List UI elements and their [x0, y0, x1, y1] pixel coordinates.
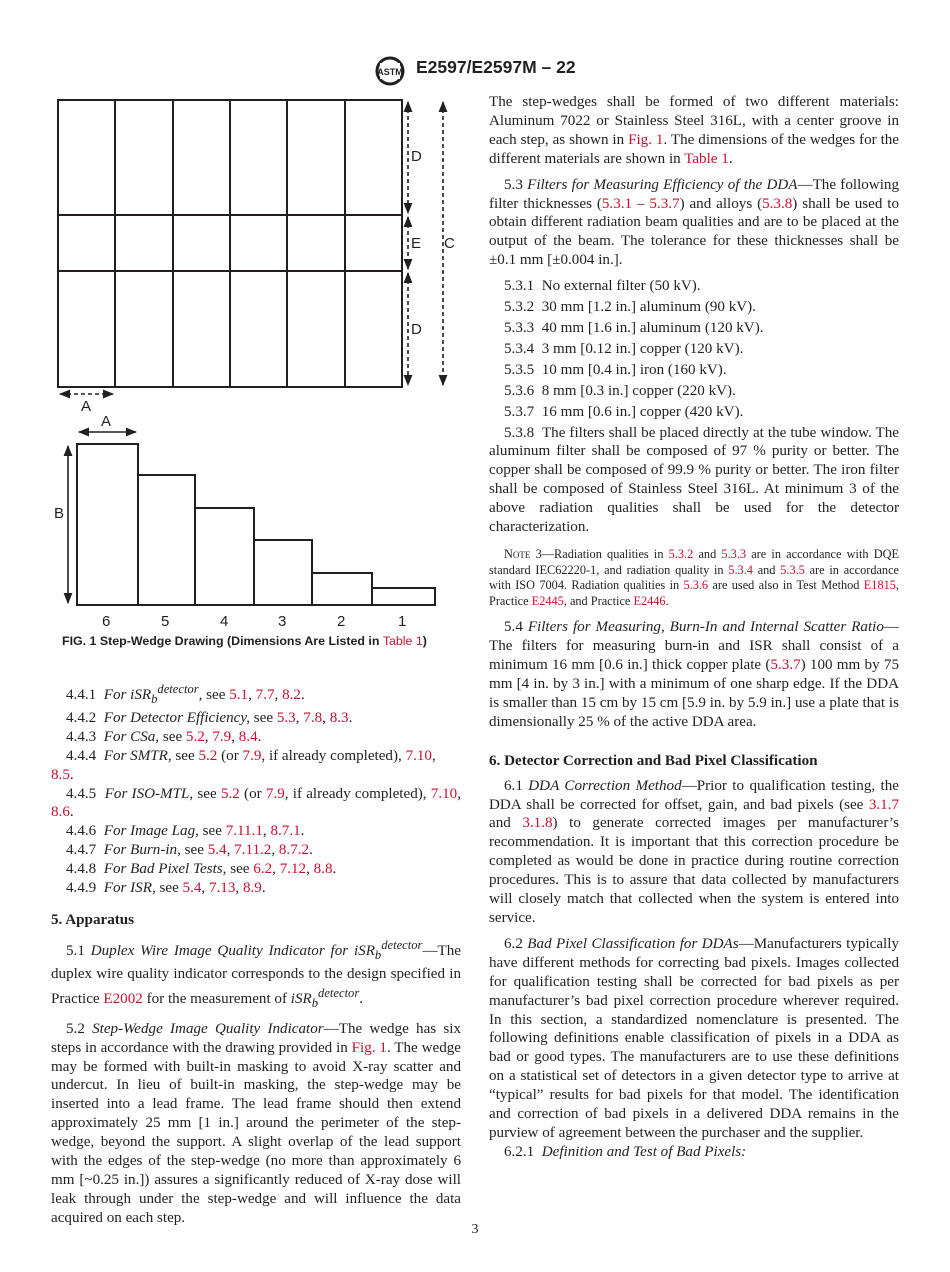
astm-logo-text: ASTM — [377, 67, 403, 77]
clause-4-4-4: 4.4.4 For SMTR, see 5.2 (or 7.9, if already completed), 7.10, 8.5. — [51, 747, 436, 783]
step-label: 4 — [220, 613, 229, 630]
ref-link[interactable]: 7.10 — [405, 747, 432, 764]
filter-list-item: 5.3.3 40 mm [1.6 in.] aluminum (120 kV). — [504, 319, 764, 336]
clause-4-4-8: 4.4.8 For Bad Pixel Tests, see 6.2, 7.12, 8.8. — [66, 861, 337, 878]
filter-list-item: 5.3.2 30 mm [1.2 in.] aluminum (90 kV). — [504, 299, 756, 316]
ref-link[interactable]: 8.8 — [313, 861, 333, 878]
side-view-steps — [77, 444, 435, 605]
label-d-top: D — [411, 148, 422, 165]
ref-link[interactable]: Table 1 — [684, 150, 729, 167]
ref-link[interactable]: 8.2 — [282, 687, 301, 704]
clause-6-1: 6.1 DDA Correction Method—Prior to qualification testing, the DDA shall be corrected for offset, gain, and bad pixels (see 3.1.7 and 3.1.8) to generate corrected images per manufacturer’s recommendation. It is important that this correction procedure be completed as would be done in practice during routine correction procedures. This is to assure that data collected by manufacturers will closely match that collected when the system is entered into service. — [489, 777, 899, 926]
step-label: 6 — [102, 613, 111, 630]
label-d-bottom: D — [411, 321, 422, 338]
filter-list-item: 5.3.5 10 mm [0.4 in.] iron (160 kV). — [504, 361, 727, 378]
clause-5-2-continued: The step-wedges shall be formed of two different materials: Aluminum 7022 or Stainless Steel 316L, with a center groove in each step, as shown in Fig. 1. The dimensions of the wedges for the different materials are shown in Table 1. — [489, 94, 900, 167]
ref-link[interactable]: 7.9 — [242, 747, 262, 764]
ref-link[interactable]: 5.4 — [182, 880, 202, 897]
filter-list-item: 5.3.1 No external filter (50 kV). — [504, 278, 701, 295]
top-view-grid — [58, 100, 402, 387]
ref-link[interactable]: 5.3 — [276, 709, 296, 726]
ref-link[interactable]: 8.3 — [329, 709, 349, 726]
figure-caption: FIG. 1 Step-Wedge Drawing (Dimensions Are Listed in Table 1) — [62, 634, 427, 648]
label-b: B — [54, 505, 65, 522]
clause-4-4-2: 4.4.2 For Detector Efficiency, see 5.3, 7.8, 8.3. — [66, 709, 353, 726]
section-heading-5: 5. Apparatus — [51, 912, 135, 929]
ref-link[interactable]: 5.3.1 — [601, 195, 633, 212]
clause-4-4-6: 4.4.6 For Image Lag, see 7.11.1, 8.7.1. — [66, 823, 305, 840]
ref-link[interactable]: Fig. 1 — [628, 131, 664, 148]
label-a-bottom: A — [101, 413, 112, 430]
ref-link[interactable]: 3.1.7 — [868, 796, 899, 813]
clause-5-1: 5.1 Duplex Wire Image Quality Indicator for iSR$_b^{detector}$—The duplex wire quality indicator corresponds to the design specified in Practice E2002 for the measurement of iSR$_b^{detector}$. — [51, 937, 461, 1010]
ref-link[interactable]: 5.3.2 — [668, 546, 694, 561]
ref-link[interactable]: 8.9 — [242, 880, 262, 897]
step-label: 1 — [398, 613, 407, 630]
ref-link[interactable]: 5.3.4 — [728, 562, 753, 577]
ref-link[interactable]: E2445 — [531, 593, 564, 608]
page-header — [0, 54, 950, 88]
step-label: 2 — [337, 613, 346, 630]
note-3: Note 3—Radiation qualities in 5.3.2 and 5.3.3 are in accordance with DQE standard IEC62220-1, and radiation quality in 5.3.4 and 5.3.5 are in accordance with ISO 7004. Radiation qualities in 5.3.6 are used also in Test Method E1815, Practice E2445, and Practice E2446. — [489, 546, 899, 608]
ref-link[interactable]: 5.3.7 — [649, 195, 680, 212]
clause-4-4-7: 4.4.7 For Burn-in, see 5.4, 7.11.2, 8.7.2. — [66, 842, 313, 859]
ref-link[interactable]: 7.7 — [255, 687, 275, 704]
right-column — [489, 93, 899, 1162]
ref-link[interactable]: 8.6 — [51, 804, 70, 821]
label-e: E — [411, 235, 422, 252]
clause-6-2-1: 6.2.1 Definition and Test of Bad Pixels: — [504, 1143, 747, 1160]
ref-link[interactable]: 7.9 — [265, 785, 285, 802]
ref-link[interactable]: 7.9 — [212, 728, 232, 745]
ref-link[interactable]: 8.4 — [238, 728, 258, 745]
ref-link[interactable]: 5.3.5 — [780, 562, 805, 577]
filter-list-item: 5.3.4 3 mm [0.12 in.] copper (120 kV). — [504, 340, 744, 357]
ref-link[interactable]: 7.11.2 — [234, 842, 272, 859]
clause-4-4-1: 4.4.1 For iSR$_b^{detector}$, see 5.1, 7.7, 8.2. — [66, 682, 305, 707]
ref-link[interactable]: Table 1 — [382, 634, 423, 648]
ref-link[interactable]: 5.2 — [198, 747, 218, 764]
ref-link[interactable]: 5.2 — [185, 728, 205, 745]
section-heading-6: 6. Detector Correction and Bad Pixel Classification — [489, 752, 818, 769]
filter-list-item: 5.3.7 16 mm [0.6 in.] copper (420 kV). — [504, 403, 744, 420]
step-label: 3 — [278, 613, 287, 630]
ref-link[interactable]: 8.5 — [51, 766, 70, 783]
clause-5-2: 5.2 Step-Wedge Image Quality Indicator—The wedge has six steps in accordance with the drawing provided in Fig. 1. The wedge may be formed with built-in masking to avoid X-ray scatter and undercut. In lieu of built-in masking, the step-wedge may be inserted into a lead frame. The lead frame should then extend approximately 25 mm [1 in.] around the perimeter of the step-wedge, beyond the support. A slight overlap of the lead support with the edges of the step-wedge (no more than approximately 6 mm [~0.25 in.]) assures a significantly reduced of X-ray dose will leak through under the step-wedge and will influence the data acquired on each step. — [51, 1020, 461, 1226]
clause-6-2: 6.2 Bad Pixel Classification for DDAs—Manufacturers typically have different methods for correcting bad pixels. Images collected for qualification testing shall be corrected for bad pixels as per manufacturer’s bad pixel correction procedure wherever required. In this section, a standardized nomenclature is presented. The following definitions enable classification of pixels in a DDA as bad or good types. The manufacturers are to use these definitions on a statistical set of detectors in a given detector type to arrive at “typical” results for bad pixels for that model. The identification and correction of bad pixels in a delivered DDA remains in the purview of agreement between the purchaser and the supplier. — [489, 935, 899, 1141]
clause-4-4-9: 4.4.9 For ISR, see 5.4, 7.13, 8.9. — [66, 880, 266, 897]
page-number: 3 — [471, 1222, 479, 1237]
left-column — [51, 680, 461, 1228]
ref-link[interactable]: 5.3.6 — [683, 578, 709, 593]
ref-link[interactable]: 5.4 — [207, 842, 227, 859]
clause-5-4: 5.4 Filters for Measuring, Burn-In and Internal Scatter Ratio—The filters for measuring burn-in and ISR shall consist of a minimum 16 mm [0.6 in.] thick copper plate (5.3.7) 100 mm by 75 mm [4 in. by 3 in.] with a minimum of one sharp edge. If the DDA is smaller than 15 cm by 15 cm [5.9 in. by 5.9 in.] use a plate that is dimensionally 25 % of the active DDA area. — [489, 619, 899, 730]
clause-5-3-8: 5.3.8 The filters shall be placed directly at the tube window. The aluminum filter shall be composed of 97 % purity or better. The copper shall be composed of 99.9 % purity or better. The iron filter shall be composed of Stainless Steel 316L. At minimum 3 of the above radiation qualities shall be used for the detector characterization. — [489, 424, 899, 536]
ref-link[interactable]: 8.7.2 — [278, 842, 310, 859]
filter-list-item: 5.3.6 8 mm [0.3 in.] copper (220 kV). — [504, 382, 736, 399]
clause-4-4-5: 4.4.5 For ISO-MTL, see 5.2 (or 7.9, if already completed), 7.10, 8.6. — [51, 785, 461, 821]
ref-link[interactable]: 6.2 — [253, 861, 273, 878]
ref-link[interactable]: E2446 — [633, 593, 666, 608]
clause-5-3: 5.3 Filters for Measuring Efficiency of the DDA—The following filter thicknesses (5.3.1 – 5.3.7) and alloys (5.3.8) shall be used to obtain different radiation beam qualities and are to be placed at the output of the beam. The tolerance for these thicknesses shall be ±0.1 mm [±0.004 in.]. — [489, 176, 900, 269]
ref-link[interactable]: 3.1.8 — [522, 815, 553, 832]
ref-link[interactable]: 7.12 — [279, 861, 307, 878]
ref-link[interactable]: 7.8 — [303, 709, 323, 726]
ref-link[interactable]: 7.13 — [208, 880, 236, 897]
ref-link[interactable]: 5.1 — [229, 687, 249, 704]
label-c: C — [444, 235, 455, 252]
astm-logo-icon — [372, 54, 408, 88]
ref-link[interactable]: Fig. 1 — [351, 1039, 387, 1056]
ref-link[interactable]: 5.3.8 — [762, 195, 793, 212]
label-a-top: A — [81, 398, 92, 415]
ref-link[interactable]: 7.11.1 — [225, 823, 263, 840]
clause-4-4-3: 4.4.3 For CSa, see 5.2, 7.9, 8.4. — [66, 728, 262, 745]
ref-link[interactable]: 5.2 — [220, 785, 240, 802]
document-title: E2597/E2597M – 22 — [416, 57, 576, 77]
ref-link[interactable]: 8.7.1 — [270, 823, 301, 840]
ref-link[interactable]: E2002 — [103, 990, 143, 1007]
step-wedge-figure — [40, 96, 470, 656]
ref-link[interactable]: E1815 — [863, 578, 896, 593]
ref-link[interactable]: 5.3.3 — [721, 546, 747, 561]
step-label: 5 — [161, 613, 170, 630]
ref-link[interactable]: 5.3.7 — [770, 657, 801, 674]
ref-link[interactable]: 7.10 — [430, 785, 458, 802]
